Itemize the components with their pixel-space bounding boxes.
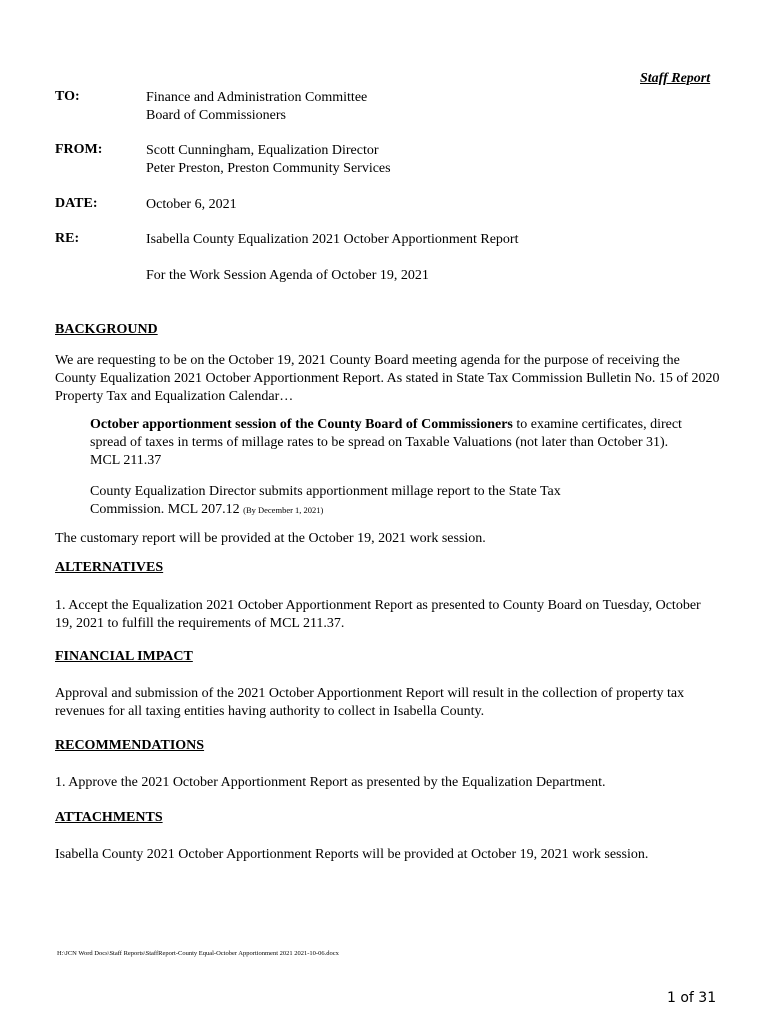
- background-heading: BACKGROUND: [55, 322, 158, 337]
- quote-1-bold: October apportionment session of the County Board of Commissioners: [90, 417, 513, 432]
- background-paragraph: We are requesting to be on the October 19, 2021 County Board meeting agenda for the purpose of receiving the County Equalization 2021 October Apportionment Report. As stated in State Tax Commission Bulletin No. 15 of 2020 Property Tax and Equalization Calendar…: [55, 353, 720, 404]
- re-value: Isabella County Equalization 2021 October Apportionment Report: [146, 232, 519, 247]
- to-label: TO:: [55, 89, 80, 104]
- quote-1-rest: to examine certificates, direct spread of taxes in terms of millage rates to be spread on Taxable Valuations (not later than October 31). MCL 211.37: [90, 417, 682, 468]
- background-quote-1: [90, 416, 690, 470]
- to-line-1: Finance and Administration Committee: [146, 90, 368, 105]
- from-value: [146, 142, 391, 178]
- to-value: [146, 89, 367, 125]
- footer-file-path: H:\JCN Word Docs\Staff Reports\StaffReport-County Equal-October Apportionment 2021 2021-10-06.docx: [57, 950, 339, 957]
- date-value: October 6, 2021: [146, 197, 237, 212]
- alternatives-item-1: 1. Accept the Equalization 2021 October Apportionment Report as presented to County Board on Tuesday, October 19, 2021 to fulfill the requirements of MCL 211.37.: [55, 598, 701, 631]
- attachments-paragraph: Isabella County 2021 October Apportionment Reports will be provided at October 19, 2021 work session.: [55, 847, 649, 862]
- recommendations-item-1: 1. Approve the 2021 October Apportionment Report as presented by the Equalization Department.: [55, 775, 606, 790]
- attachments-heading: ATTACHMENTS: [55, 810, 163, 825]
- page-number: 1 of 31: [667, 990, 717, 1006]
- background-quote-2: [90, 483, 630, 519]
- financial-impact-heading: FINANCIAL IMPACT: [55, 649, 193, 664]
- staff-report-title: Staff Report: [640, 71, 711, 86]
- to-line-2: Board of Commissioners: [146, 108, 286, 123]
- recommendations-heading: RECOMMENDATIONS: [55, 738, 205, 753]
- financial-impact-paragraph: Approval and submission of the 2021 October Apportionment Report will result in the collection of property tax revenues for all taxing entities having authority to collect in Isabella County.: [55, 686, 685, 719]
- from-label: FROM:: [55, 142, 103, 157]
- from-line-2: Peter Preston, Preston Community Services: [146, 161, 391, 176]
- quote-2-small: (By December 1, 2021): [243, 505, 324, 515]
- date-label: DATE:: [55, 196, 98, 211]
- alternatives-heading: ALTERNATIVES: [55, 560, 164, 575]
- background-closing: The customary report will be provided at the October 19, 2021 work session.: [55, 531, 486, 546]
- re-label: RE:: [55, 231, 80, 246]
- re-agenda: For the Work Session Agenda of October 19, 2021: [146, 268, 429, 283]
- quote-2-main: County Equalization Director submits apportionment millage report to the State Tax Commission. MCL 207.12: [90, 484, 561, 517]
- from-line-1: Scott Cunningham, Equalization Director: [146, 143, 379, 158]
